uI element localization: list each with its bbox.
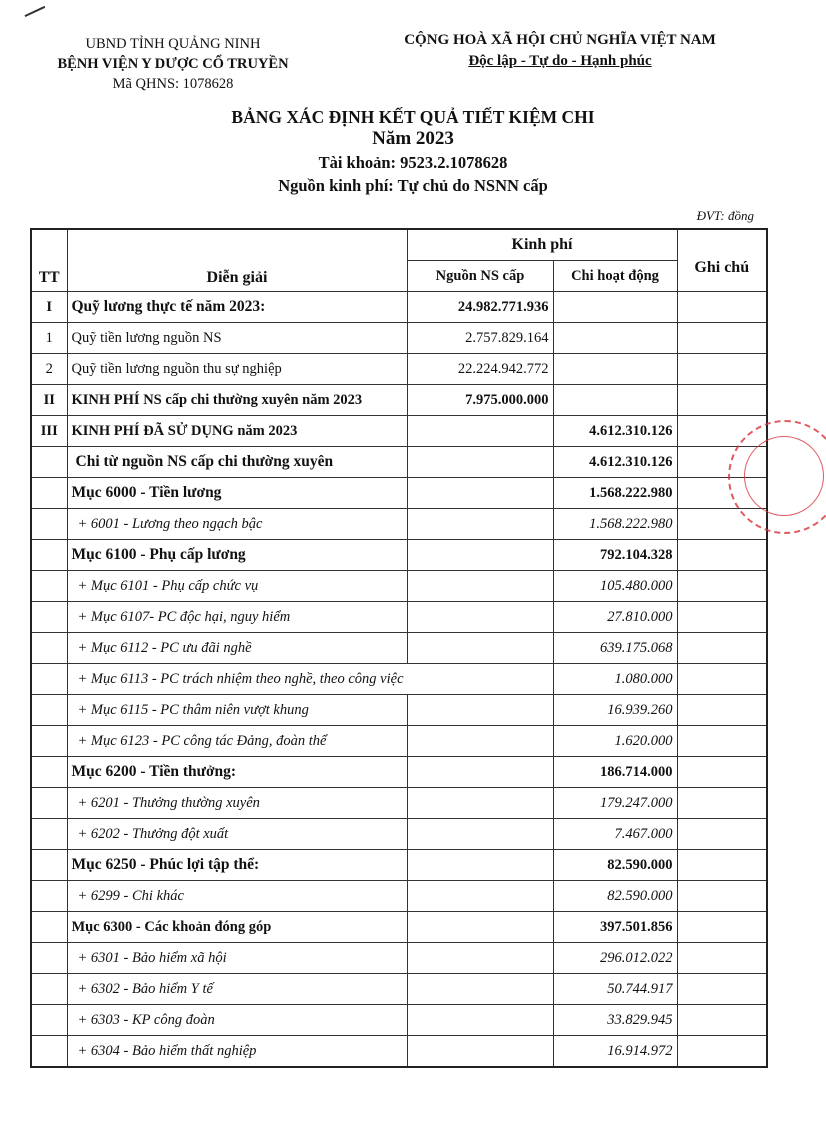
row-tt	[31, 478, 67, 509]
row-ghi-chu	[677, 726, 767, 757]
header-nguon-ns: Nguồn NS cấp	[407, 261, 553, 292]
row-desc: + 6302 - Bảo hiểm Y tế	[67, 974, 407, 1005]
motto: Độc lập - Tự do - Hạnh phúc	[468, 53, 652, 69]
row-chi: 4.612.310.126	[553, 447, 677, 478]
row-nguon	[407, 416, 553, 447]
row-tt	[31, 571, 67, 602]
row-ghi-chu	[677, 633, 767, 664]
row-desc: + Mục 6113 - PC trách nhiệm theo nghề, theo công việc	[67, 664, 553, 695]
row-nguon	[407, 633, 553, 664]
row-ghi-chu	[677, 354, 767, 385]
country-name: CỘNG HOÀ XÃ HỘI CHỦ NGHĨA VIỆT NAM	[404, 32, 716, 48]
row-nguon: 7.975.000.000	[407, 385, 553, 416]
row-tt: I	[31, 292, 67, 323]
row-nguon: 22.224.942.772	[407, 354, 553, 385]
row-desc: KINH PHÍ ĐÃ SỬ DỤNG năm 2023	[67, 416, 407, 447]
table-row	[31, 912, 767, 943]
table-row	[31, 633, 767, 664]
header-dien-giai: Diễn giải	[67, 229, 407, 292]
row-desc: + 6202 - Thưởng đột xuất	[67, 819, 407, 850]
row-tt: II	[31, 385, 67, 416]
table-row	[31, 757, 767, 788]
row-ghi-chu	[677, 540, 767, 571]
row-tt	[31, 912, 67, 943]
row-nguon	[407, 912, 553, 943]
table-row	[31, 478, 767, 509]
row-nguon	[407, 881, 553, 912]
row-nguon	[407, 540, 553, 571]
row-chi	[553, 292, 677, 323]
row-ghi-chu	[677, 292, 767, 323]
row-desc: + Mục 6107- PC độc hại, nguy hiểm	[67, 602, 407, 633]
row-desc: + 6201 - Thưởng thường xuyên	[67, 788, 407, 819]
row-nguon: 2.757.829.164	[407, 323, 553, 354]
national-header	[380, 30, 740, 72]
row-desc: + 6001 - Lương theo ngạch bậc	[67, 509, 407, 540]
row-tt	[31, 695, 67, 726]
table-row	[31, 447, 767, 478]
row-chi	[553, 385, 677, 416]
row-tt	[31, 881, 67, 912]
row-nguon	[407, 571, 553, 602]
row-tt	[31, 788, 67, 819]
row-desc: + 6304 - Bảo hiểm thất nghiệp	[67, 1036, 407, 1068]
row-ghi-chu	[677, 323, 767, 354]
row-chi: 16.914.972	[553, 1036, 677, 1068]
row-chi: 82.590.000	[553, 850, 677, 881]
table-row	[31, 416, 767, 447]
row-ghi-chu	[677, 881, 767, 912]
row-nguon	[407, 757, 553, 788]
row-desc: + Mục 6112 - PC ưu đãi nghề	[67, 633, 407, 664]
row-tt	[31, 819, 67, 850]
row-chi: 105.480.000	[553, 571, 677, 602]
row-ghi-chu	[677, 664, 767, 695]
row-tt	[31, 974, 67, 1005]
budget-code: Mã QHNS: 1078628	[112, 76, 234, 92]
row-desc: KINH PHÍ NS cấp chi thường xuyên năm 2023	[67, 385, 407, 416]
row-tt: 2	[31, 354, 67, 385]
row-ghi-chu	[677, 757, 767, 788]
results-table-wrapper	[30, 228, 766, 1068]
table-row	[31, 1036, 767, 1068]
row-desc: Mục 6200 - Tiền thưởng:	[67, 757, 407, 788]
table-row	[31, 354, 767, 385]
table-row	[31, 788, 767, 819]
table-row	[31, 819, 767, 850]
row-nguon	[407, 819, 553, 850]
row-ghi-chu	[677, 1036, 767, 1068]
row-desc: Quỹ tiền lương nguồn NS	[67, 323, 407, 354]
table-row	[31, 695, 767, 726]
row-desc: + Mục 6123 - PC công tác Đảng, đoàn thể	[67, 726, 407, 757]
row-chi: 639.175.068	[553, 633, 677, 664]
header-ghi-chu: Ghi chú	[677, 229, 767, 292]
row-nguon	[407, 602, 553, 633]
province-name: UBND TỈNH QUẢNG NINH	[85, 36, 261, 52]
title-main: BẢNG XÁC ĐỊNH KẾT QUẢ TIẾT KIỆM CHI	[231, 107, 595, 127]
row-nguon	[407, 850, 553, 881]
row-ghi-chu	[677, 850, 767, 881]
table-row	[31, 540, 767, 571]
seal-inner-ring	[744, 436, 824, 516]
document-title	[0, 106, 826, 198]
row-desc: Quỹ tiền lương nguồn thu sự nghiệp	[67, 354, 407, 385]
row-tt	[31, 850, 67, 881]
row-ghi-chu	[677, 1005, 767, 1036]
row-tt	[31, 602, 67, 633]
header-tt: TT	[31, 229, 67, 292]
row-chi: 82.590.000	[553, 881, 677, 912]
table-row	[31, 509, 767, 540]
title-year: Năm 2023	[372, 128, 454, 149]
row-ghi-chu	[677, 571, 767, 602]
table-row	[31, 850, 767, 881]
row-nguon	[407, 943, 553, 974]
row-chi: 7.467.000	[553, 819, 677, 850]
row-ghi-chu	[677, 602, 767, 633]
row-nguon	[407, 974, 553, 1005]
row-desc: Mục 6000 - Tiền lương	[67, 478, 407, 509]
title-account: Tài khoản: 9523.2.1078628	[318, 153, 508, 172]
row-nguon	[407, 509, 553, 540]
row-desc: + Mục 6115 - PC thâm niên vượt khung	[67, 695, 407, 726]
issuer-header	[28, 34, 318, 94]
row-ghi-chu	[677, 819, 767, 850]
row-desc: + Mục 6101 - Phụ cấp chức vụ	[67, 571, 407, 602]
row-desc: Chi từ nguồn NS cấp chi thường xuyên	[67, 447, 407, 478]
row-desc: + 6301 - Bảo hiểm xã hội	[67, 943, 407, 974]
table-row	[31, 974, 767, 1005]
table-row	[31, 664, 767, 695]
row-ghi-chu	[677, 788, 767, 819]
row-tt	[31, 633, 67, 664]
table-row	[31, 385, 767, 416]
table-row	[31, 1005, 767, 1036]
row-ghi-chu	[677, 385, 767, 416]
table-row	[31, 726, 767, 757]
row-desc: + 6303 - KP công đoàn	[67, 1005, 407, 1036]
row-nguon	[407, 788, 553, 819]
row-chi: 186.714.000	[553, 757, 677, 788]
row-chi	[553, 354, 677, 385]
row-nguon	[407, 478, 553, 509]
row-tt: 1	[31, 323, 67, 354]
row-desc: Quỹ lương thực tế năm 2023:	[67, 292, 407, 323]
row-chi: 1.620.000	[553, 726, 677, 757]
row-nguon	[407, 1036, 553, 1068]
row-desc: Mục 6100 - Phụ cấp lương	[67, 540, 407, 571]
pen-mark	[24, 6, 49, 26]
row-desc: Mục 6300 - Các khoản đóng góp	[67, 912, 407, 943]
results-table	[30, 228, 768, 1068]
table-row	[31, 881, 767, 912]
row-chi: 50.744.917	[553, 974, 677, 1005]
row-chi: 1.080.000	[553, 664, 677, 695]
row-chi: 27.810.000	[553, 602, 677, 633]
row-chi: 16.939.260	[553, 695, 677, 726]
row-desc: + 6299 - Chi khác	[67, 881, 407, 912]
row-nguon	[407, 1005, 553, 1036]
row-chi: 792.104.328	[553, 540, 677, 571]
table-row	[31, 943, 767, 974]
hospital-name: BỆNH VIỆN Y DƯỢC CỔ TRUYỀN	[57, 56, 289, 72]
row-tt: III	[31, 416, 67, 447]
row-tt	[31, 540, 67, 571]
row-ghi-chu	[677, 695, 767, 726]
row-tt	[31, 509, 67, 540]
row-ghi-chu	[677, 912, 767, 943]
title-funding: Nguồn kinh phí: Tự chủ do NSNN cấp	[278, 176, 548, 195]
row-chi: 179.247.000	[553, 788, 677, 819]
row-nguon	[407, 726, 553, 757]
row-tt	[31, 664, 67, 695]
row-chi: 1.568.222.980	[553, 478, 677, 509]
table-row	[31, 323, 767, 354]
table-row	[31, 571, 767, 602]
row-tt	[31, 943, 67, 974]
row-ghi-chu	[677, 943, 767, 974]
row-tt	[31, 757, 67, 788]
currency-unit: ĐVT: đồng	[696, 208, 754, 223]
row-chi: 33.829.945	[553, 1005, 677, 1036]
row-nguon	[407, 695, 553, 726]
row-chi: 4.612.310.126	[553, 416, 677, 447]
row-chi: 1.568.222.980	[553, 509, 677, 540]
row-ghi-chu	[677, 974, 767, 1005]
row-chi: 296.012.022	[553, 943, 677, 974]
row-tt	[31, 726, 67, 757]
row-chi: 397.501.856	[553, 912, 677, 943]
row-nguon: 24.982.771.936	[407, 292, 553, 323]
header-kinh-phi: Kinh phí	[407, 229, 677, 261]
row-desc: Mục 6250 - Phúc lợi tập thể:	[67, 850, 407, 881]
table-row	[31, 292, 767, 323]
row-tt	[31, 1036, 67, 1068]
row-chi	[553, 323, 677, 354]
row-tt	[31, 447, 67, 478]
header-chi-hoat-dong: Chi hoạt động	[553, 261, 677, 292]
row-tt	[31, 1005, 67, 1036]
table-row	[31, 602, 767, 633]
row-nguon	[407, 447, 553, 478]
